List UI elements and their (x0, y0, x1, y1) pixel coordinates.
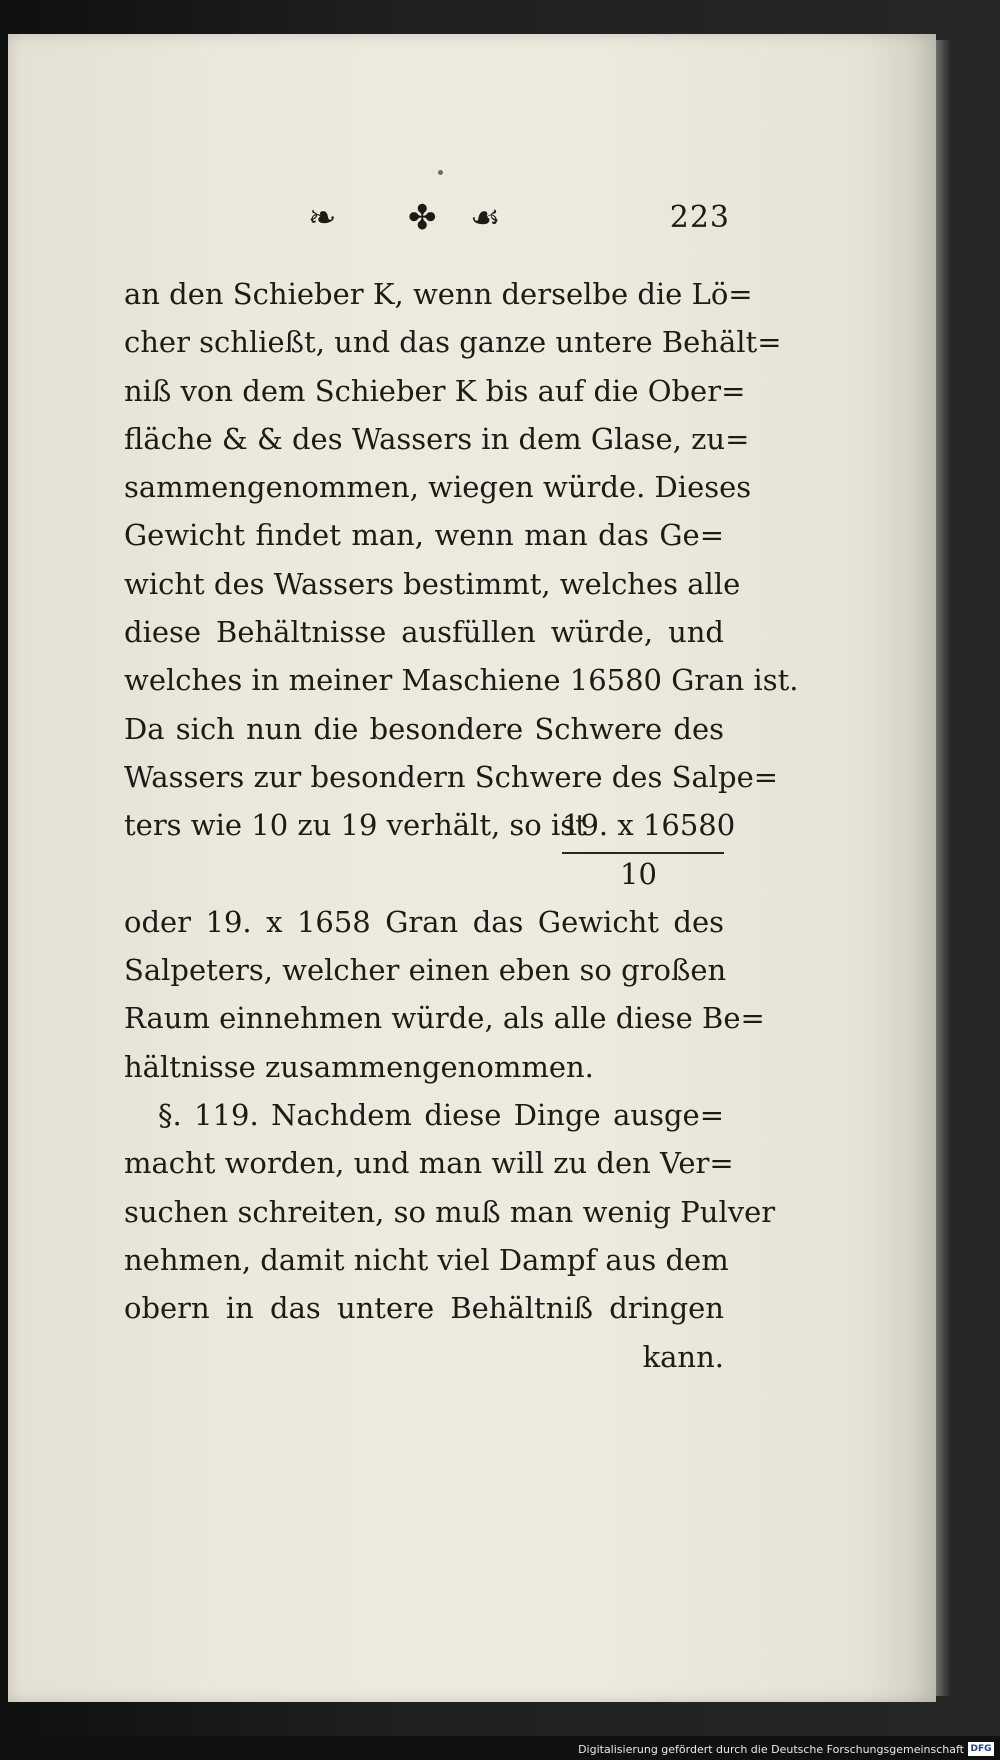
fraction-line (124, 801, 736, 849)
text-line: wicht des Wassers bestimmt, welches alle (124, 566, 741, 601)
text-line: Salpeters, welcher einen eben so großen (124, 953, 727, 988)
running-header (300, 198, 740, 248)
page-number: 223 (669, 200, 730, 235)
text-line: niß von dem Schieber K bis auf die Ober= (124, 373, 746, 408)
text-line: ters wie 10 zu 19 verhält, so ist (124, 808, 587, 843)
ornament-left-icon: ❧ (308, 198, 337, 238)
text-line: cher schließt, und das ganze untere Behält= (124, 325, 782, 360)
text-line: Raum einnehmen würde, als alle diese Be= (124, 1001, 765, 1036)
fraction-numerator: 19. x 16580 (562, 801, 724, 853)
text-line: sammengenommen, wiegen würde. Dieses (124, 470, 752, 505)
text-line: obern in das untere Behältniß dringen (124, 1291, 724, 1326)
text-line: nehmen, damit nicht viel Dampf aus dem (124, 1242, 729, 1277)
text-line: Da sich nun die besondere Schwere des (124, 711, 724, 746)
paragraph-start-line: §. 119. Nachdem diese Dinge ausge= (158, 1098, 724, 1133)
text-line: hältnisse zusammengenommen. (124, 1049, 594, 1084)
catchword: kann. (642, 1339, 724, 1374)
fraction-denominator: 10 (620, 856, 657, 891)
text-line: macht worden, und man will zu den Ver= (124, 1146, 734, 1181)
footer-credit: Digitalisierung gefördert durch die Deutsche Forschungsgemeinschaft (578, 1743, 964, 1756)
text-line: an den Schieber K, wenn derselbe die Lö= (124, 277, 753, 311)
dfg-logo-icon: DFG (968, 1742, 994, 1756)
ornament-right-icon: ☙ (470, 198, 501, 238)
ink-speck (438, 170, 443, 175)
text-line: fläche & & des Wassers in dem Glase, zu= (124, 421, 750, 456)
text-line: Wassers zur besondern Schwere des Salpe= (124, 759, 779, 794)
text-line: welches in meiner Maschiene 16580 Gran ist. (124, 663, 799, 698)
text-line: diese Behältnisse ausfüllen würde, und (124, 615, 724, 650)
text-line: oder 19. x 1658 Gran das Gewicht des (124, 904, 724, 939)
text-line: Gewicht findet man, wenn man das Ge= (124, 518, 724, 553)
ornament-mid-icon: ✤ (408, 198, 437, 238)
text-line: suchen schreiten, so muß man wenig Pulver (124, 1194, 776, 1229)
body-text (124, 270, 799, 1381)
